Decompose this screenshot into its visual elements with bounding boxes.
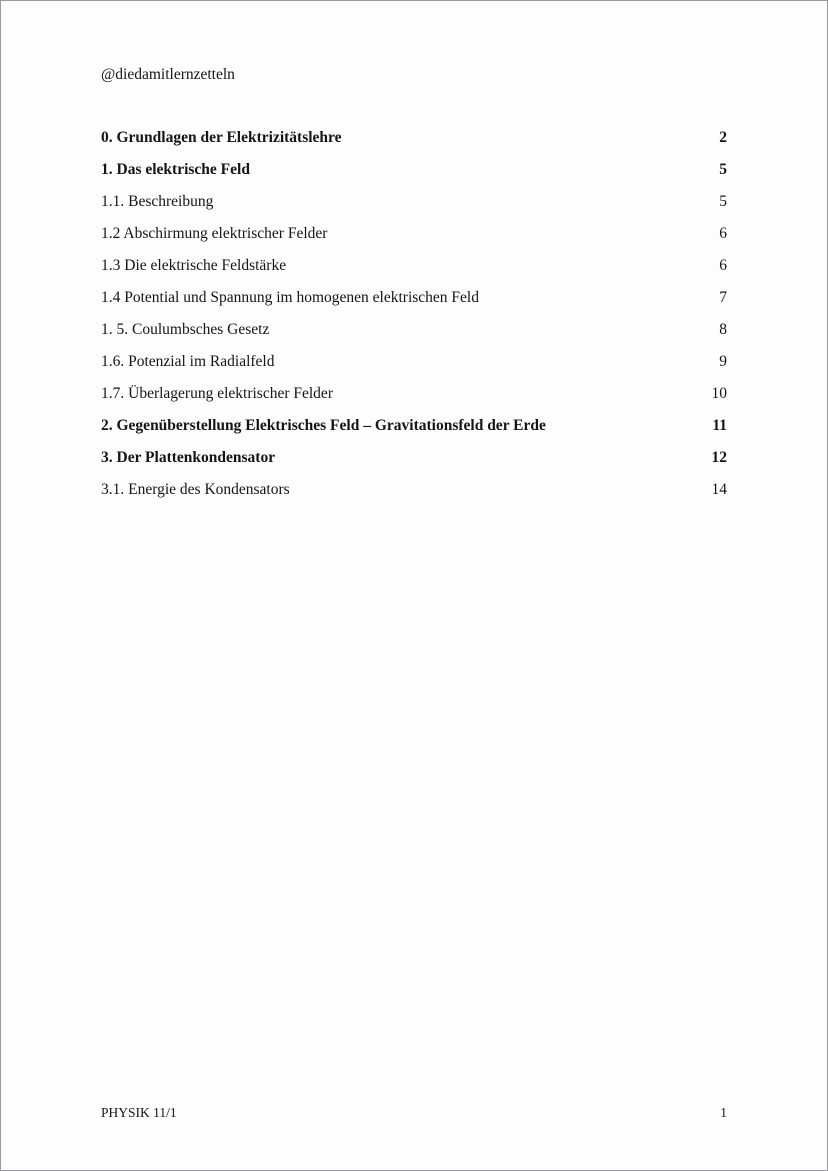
footer-course-label: PHYSIK 11/1 <box>101 1105 177 1120</box>
toc-entry-page: 14 <box>711 481 727 498</box>
toc-list <box>101 122 727 506</box>
toc-entry-label: 1.1. Beschreibung <box>101 193 214 210</box>
toc-entry <box>101 442 727 474</box>
toc-entry-page: 6 <box>719 225 727 242</box>
toc-entry-label: 3.1. Energie des Kondensators <box>101 481 290 498</box>
toc-entry-page: 10 <box>711 385 727 402</box>
toc-entry <box>101 218 727 250</box>
toc-entry-page: 5 <box>719 193 727 210</box>
toc-entry <box>101 154 727 186</box>
toc-entry-page: 12 <box>711 449 727 466</box>
page-footer <box>101 1104 727 1122</box>
toc-entry-label: 1.2 Abschirmung elektrischer Felder <box>101 225 328 242</box>
toc-entry <box>101 122 727 154</box>
toc-entry <box>101 314 727 346</box>
toc-entry-label: 1. 5. Coulumbsches Gesetz <box>101 321 270 338</box>
toc-entry <box>101 378 727 410</box>
toc-entry-page: 9 <box>719 353 727 370</box>
toc-entry <box>101 410 727 442</box>
toc-entry-label: 1. Das elektrische Feld <box>101 161 250 178</box>
toc-entry-label: 0. Grundlagen der Elektrizitätslehre <box>101 129 342 146</box>
toc-entry <box>101 282 727 314</box>
toc-entry <box>101 474 727 506</box>
toc-entry-page: 6 <box>719 257 727 274</box>
toc-entry-page: 2 <box>719 129 727 146</box>
toc-entry <box>101 186 727 218</box>
toc-entry-label: 1.4 Potential und Spannung im homogenen elektrischen Feld <box>101 289 479 306</box>
toc-entry-label: 3. Der Plattenkondensator <box>101 449 276 466</box>
toc-entry-label: 1.7. Überlagerung elektrischer Felder <box>101 385 333 402</box>
toc-entry-page: 8 <box>719 321 727 338</box>
toc-entry-label: 1.3 Die elektrische Feldstärke <box>101 257 287 274</box>
toc-entry <box>101 346 727 378</box>
footer-page-number: 1 <box>720 1105 727 1120</box>
toc-entry <box>101 250 727 282</box>
toc-entry-label: 2. Gegenüberstellung Elektrisches Feld – Gravitationsfeld der Erde <box>101 417 546 434</box>
author-handle: @diedamitlernzetteln <box>101 66 235 83</box>
toc-entry-label: 1.6. Potenzial im Radialfeld <box>101 353 275 370</box>
toc-entry-page: 5 <box>719 161 727 178</box>
toc-entry-page: 11 <box>712 417 727 434</box>
toc-entry-page: 7 <box>719 289 727 306</box>
